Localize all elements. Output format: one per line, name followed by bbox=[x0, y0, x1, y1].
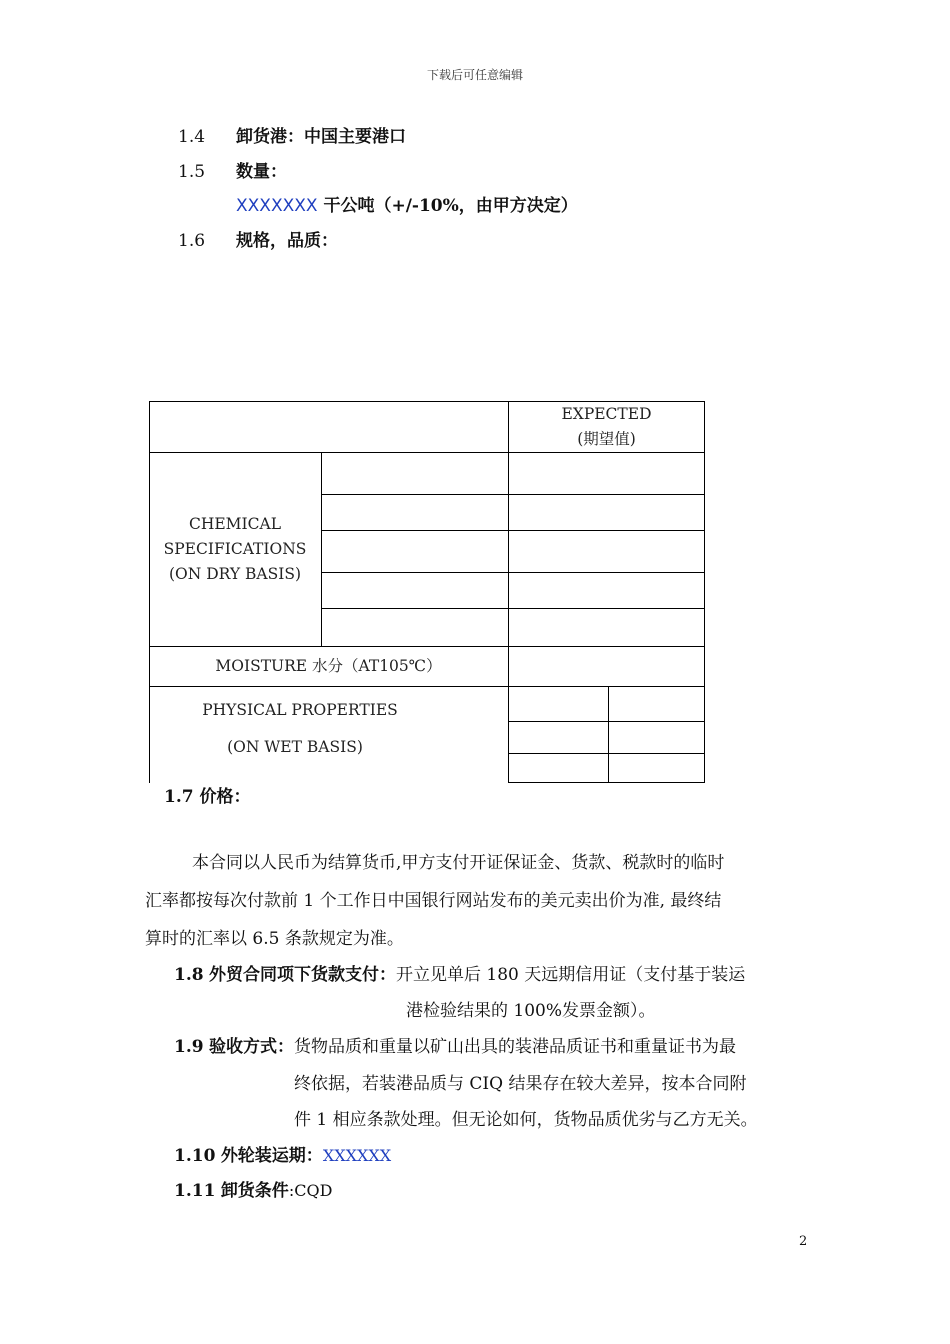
item-1-9-continuation: 件 1 相应条款处理。但无论如何，货物品质优劣与乙方无关。 bbox=[294, 1110, 758, 1130]
table-divider bbox=[508, 401, 509, 783]
item-1-5 bbox=[178, 161, 287, 183]
table-divider bbox=[608, 686, 609, 783]
table-divider bbox=[321, 452, 322, 647]
table-rule bbox=[321, 494, 705, 495]
physical-basis-label: (ON WET BASIS) bbox=[227, 738, 363, 756]
table-border-left bbox=[149, 401, 150, 783]
chemical-specifications-label bbox=[149, 512, 321, 587]
item-label: 卸货条件 bbox=[220, 1181, 289, 1201]
table-rule bbox=[149, 646, 705, 647]
table-border-right bbox=[704, 401, 705, 783]
item-text: 开立见单后 180 天远期信用证（支付基于装运 bbox=[395, 965, 746, 985]
item-1-9-continuation: 终依据，若装港品质与 CIQ 结果存在较大差异，按本合同附 bbox=[294, 1074, 747, 1094]
item-label: 外轮装运期： bbox=[220, 1146, 323, 1166]
table-rule bbox=[321, 608, 705, 609]
page-number: 2 bbox=[799, 1234, 808, 1249]
item-number: 1.4 bbox=[178, 127, 206, 147]
price-paragraph-line: 汇率都按每次付款前 1 个工作日中国银行网站发布的美元卖出价为准, 最终结 bbox=[145, 891, 722, 911]
expected-header bbox=[508, 402, 705, 452]
item-number: 1.8 bbox=[174, 965, 204, 985]
table-rule bbox=[149, 686, 705, 687]
item-label: 卸货港：中国主要港口 bbox=[236, 127, 406, 147]
item-1-9 bbox=[174, 1030, 736, 1064]
table-rule bbox=[321, 572, 705, 573]
item-1-4 bbox=[178, 126, 406, 148]
item-1-6 bbox=[178, 230, 338, 252]
moisture-label: MOISTURE 水分（AT105℃） bbox=[215, 657, 442, 675]
table-border-bottom bbox=[508, 782, 705, 783]
item-number: 1.6 bbox=[178, 231, 206, 251]
item-1-8-continuation: 港检验结果的 100%发票金额）。 bbox=[406, 1001, 656, 1021]
page-header: 下载后可任意编辑 bbox=[426, 68, 523, 82]
quantity-line bbox=[236, 195, 578, 217]
item-label: 验收方式： bbox=[208, 1037, 294, 1057]
item-number: 1.5 bbox=[178, 162, 206, 182]
table-rule bbox=[508, 721, 705, 722]
quantity-placeholder: XXXXXXX bbox=[236, 196, 318, 216]
item-1-10 bbox=[174, 1139, 391, 1173]
item-label: 数量： bbox=[236, 162, 287, 182]
shipment-placeholder: XXXXXX bbox=[322, 1146, 392, 1165]
price-paragraph-line: 本合同以人民币为结算货币,甲方支付开证保证金、货款、税款时的临时 bbox=[192, 853, 725, 873]
item-1-11 bbox=[174, 1174, 332, 1208]
specification-table bbox=[149, 401, 705, 783]
physical-properties-label: PHYSICAL PROPERTIES bbox=[202, 701, 398, 719]
item-number: 1.9 bbox=[174, 1037, 204, 1057]
item-label: 外贸合同项下货款支付： bbox=[208, 965, 396, 985]
price-paragraph-line: 算时的汇率以 6.5 条款规定为准。 bbox=[145, 929, 404, 949]
item-text: 货物品质和重量以矿山出具的装港品质证书和重量证书为最 bbox=[293, 1037, 736, 1057]
quantity-text: 干公吨（+/-10%，由甲方决定） bbox=[317, 196, 578, 216]
table-rule bbox=[508, 753, 705, 754]
expected-header-line2: (期望值) bbox=[577, 430, 636, 448]
item-number: 1.11 bbox=[174, 1181, 216, 1201]
item-label: 规格，品质： bbox=[236, 231, 338, 251]
table-rule bbox=[321, 530, 705, 531]
item-1-8 bbox=[174, 958, 745, 992]
chemical-line2: SPECIFICATIONS bbox=[163, 540, 307, 558]
chemical-line1: CHEMICAL bbox=[188, 515, 282, 533]
table-rule bbox=[149, 452, 705, 453]
chemical-line3: (ON DRY BASIS) bbox=[168, 565, 301, 583]
item-number: 1.10 bbox=[174, 1146, 216, 1166]
item-value: :CQD bbox=[288, 1181, 333, 1200]
expected-header-line1: EXPECTED bbox=[561, 405, 652, 423]
price-heading: 1.7 价格： bbox=[164, 787, 251, 807]
